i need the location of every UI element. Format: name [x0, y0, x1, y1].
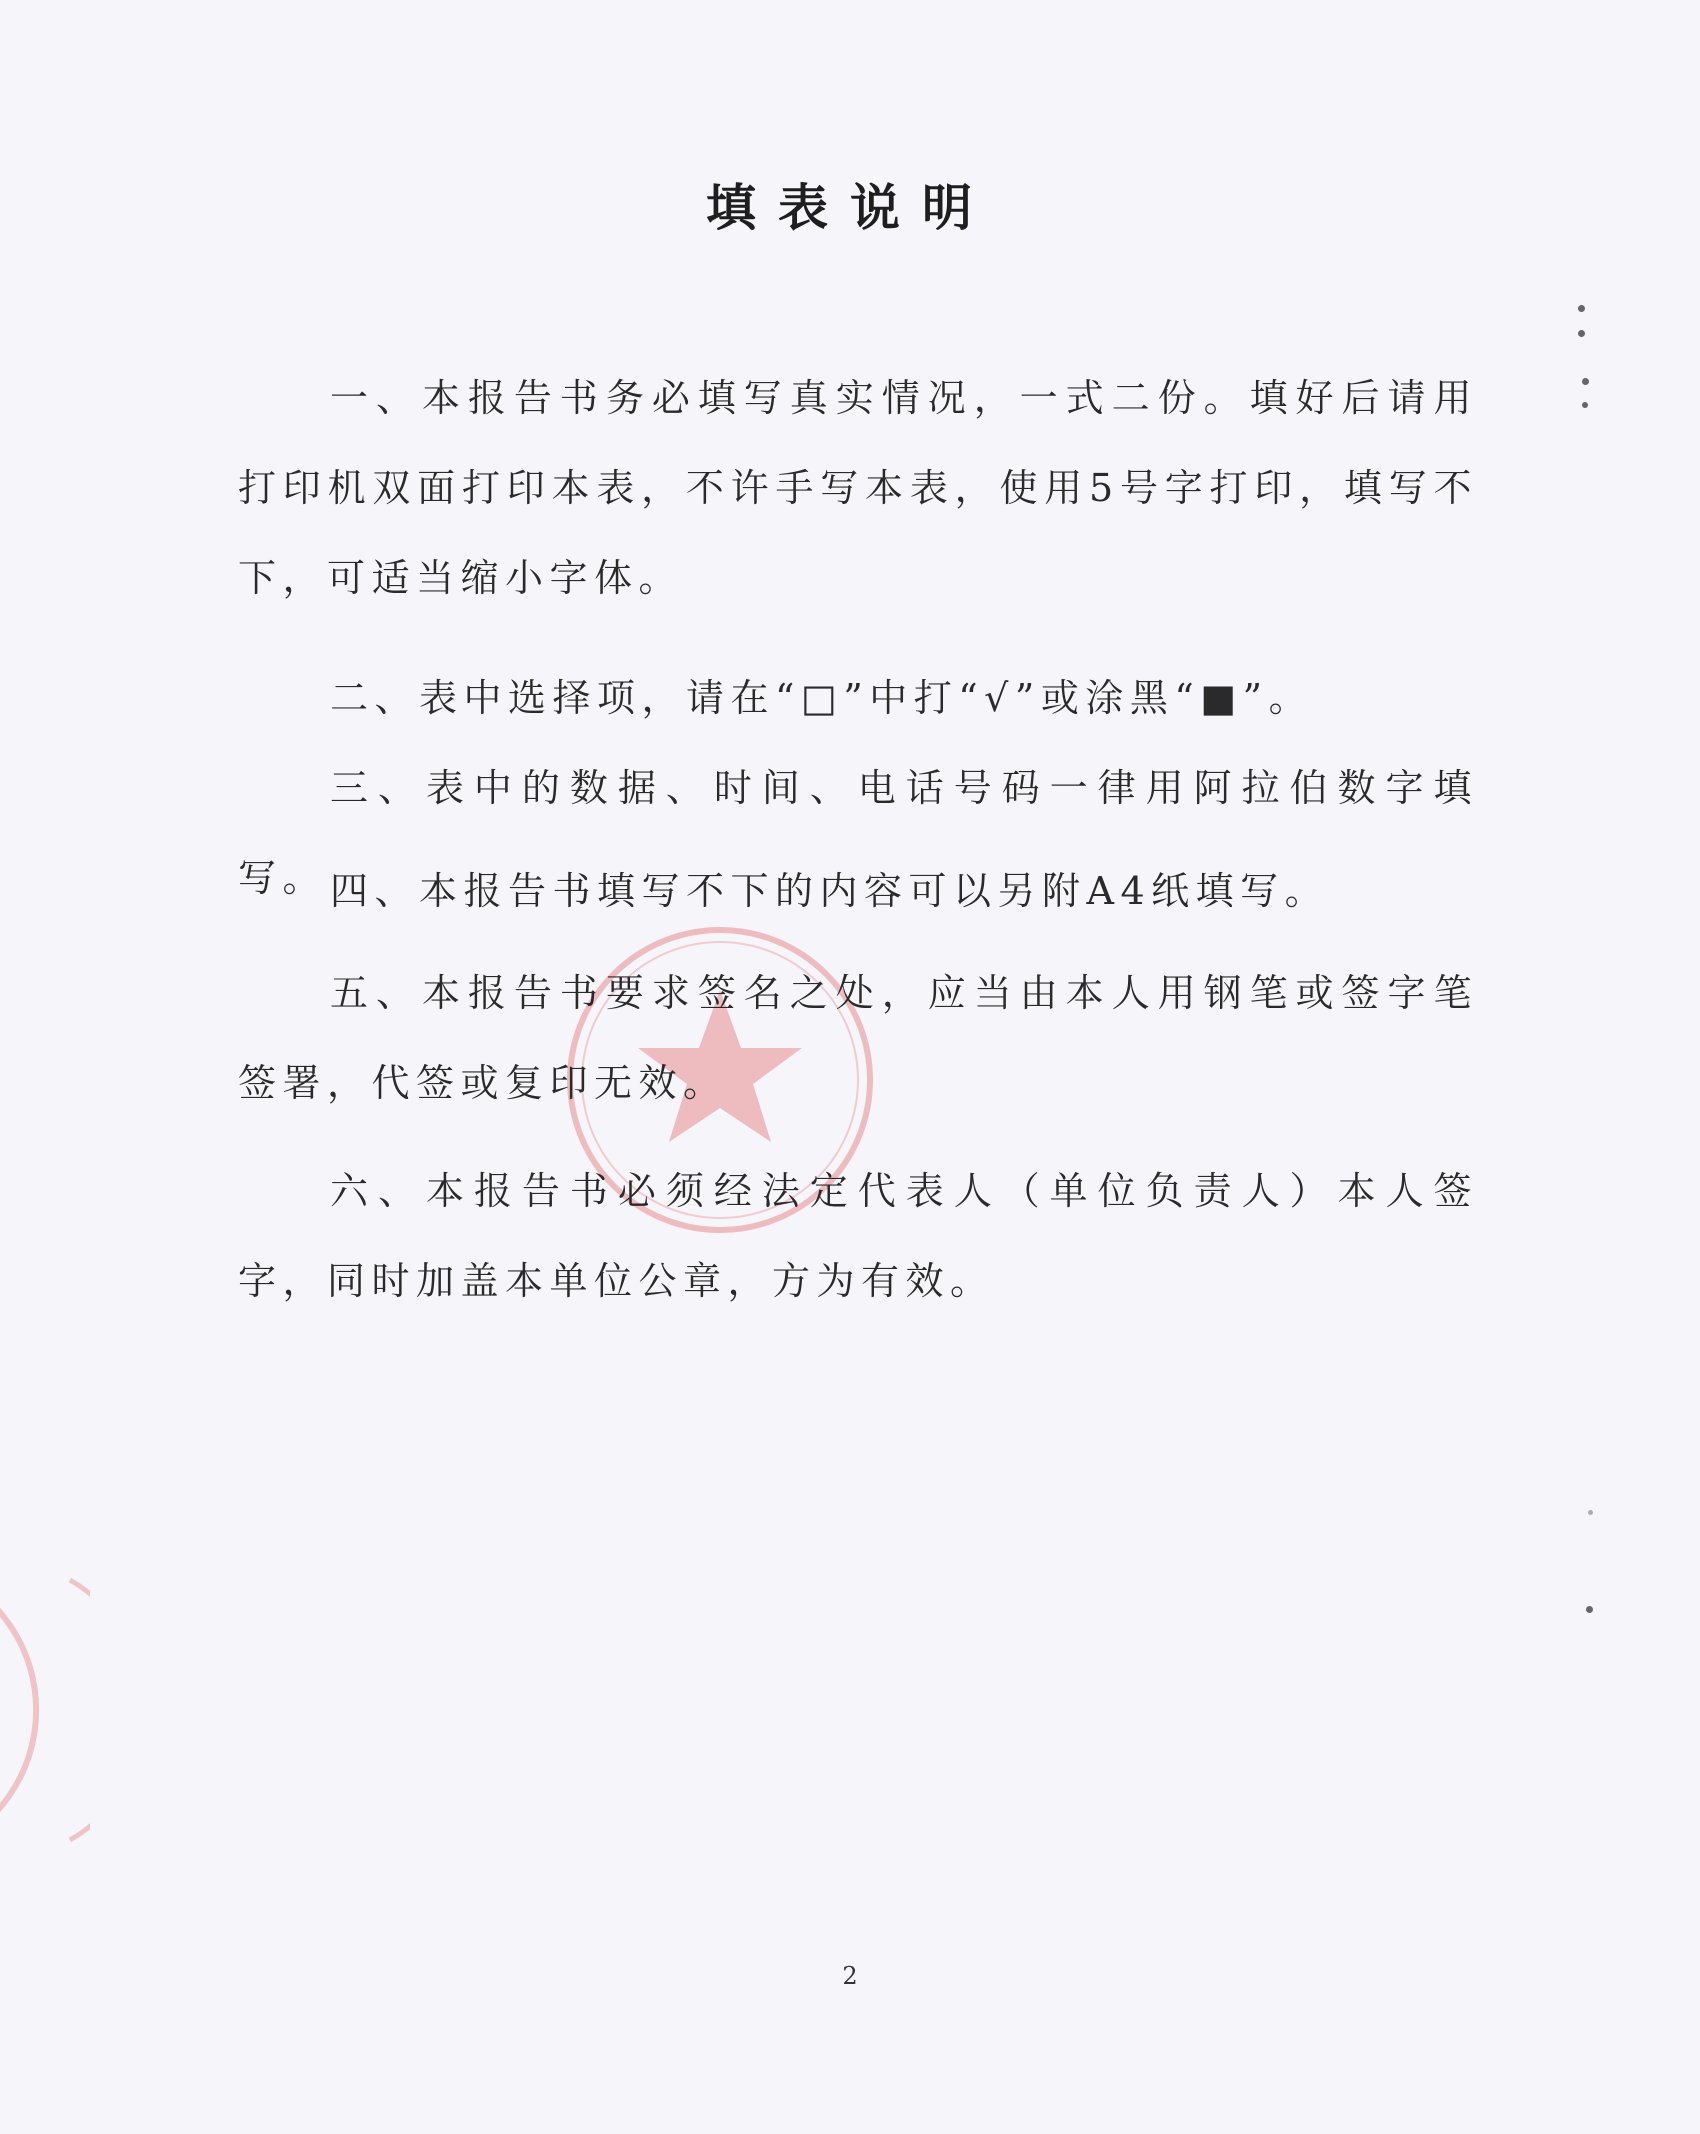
scan-speck — [1588, 1510, 1593, 1515]
scan-speck — [1586, 1606, 1593, 1613]
scan-speck — [1582, 378, 1589, 385]
instruction-5: 五、本报告书要求签名之处，应当由本人用钢笔或签字笔签署，代签或复印无效。 — [238, 971, 1478, 1105]
page-number: 2 — [842, 1962, 858, 1990]
seal-fragment-left — [0, 1560, 90, 1860]
instruction-6: 六、本报告书必须经法定代表人（单位负责人）本人签字，同时加盖本单位公章，方为有效。 — [238, 1169, 1478, 1303]
instruction-3: 三、表中的数据、时间、电话号码一律用阿拉伯数字填写。 — [238, 766, 1478, 900]
page-title: 填表说明 — [706, 179, 994, 237]
instruction-4: 四、本报告书填写不下的内容可以另附A4纸填写。 — [330, 869, 1330, 913]
scan-speck — [1578, 305, 1585, 312]
scan-speck — [1582, 402, 1588, 408]
scan-speck — [1578, 330, 1585, 337]
instruction-1: 一、本报告书务必填写真实情况，一式二份。填好后请用打印机双面打印本表，不许手写本表，使用5号字打印，填写不下，可适当缩小字体。 — [238, 376, 1478, 600]
instruction-2: 二、表中选择项，请在“□”中打“√”或涂黑“■”。 — [330, 676, 1314, 720]
